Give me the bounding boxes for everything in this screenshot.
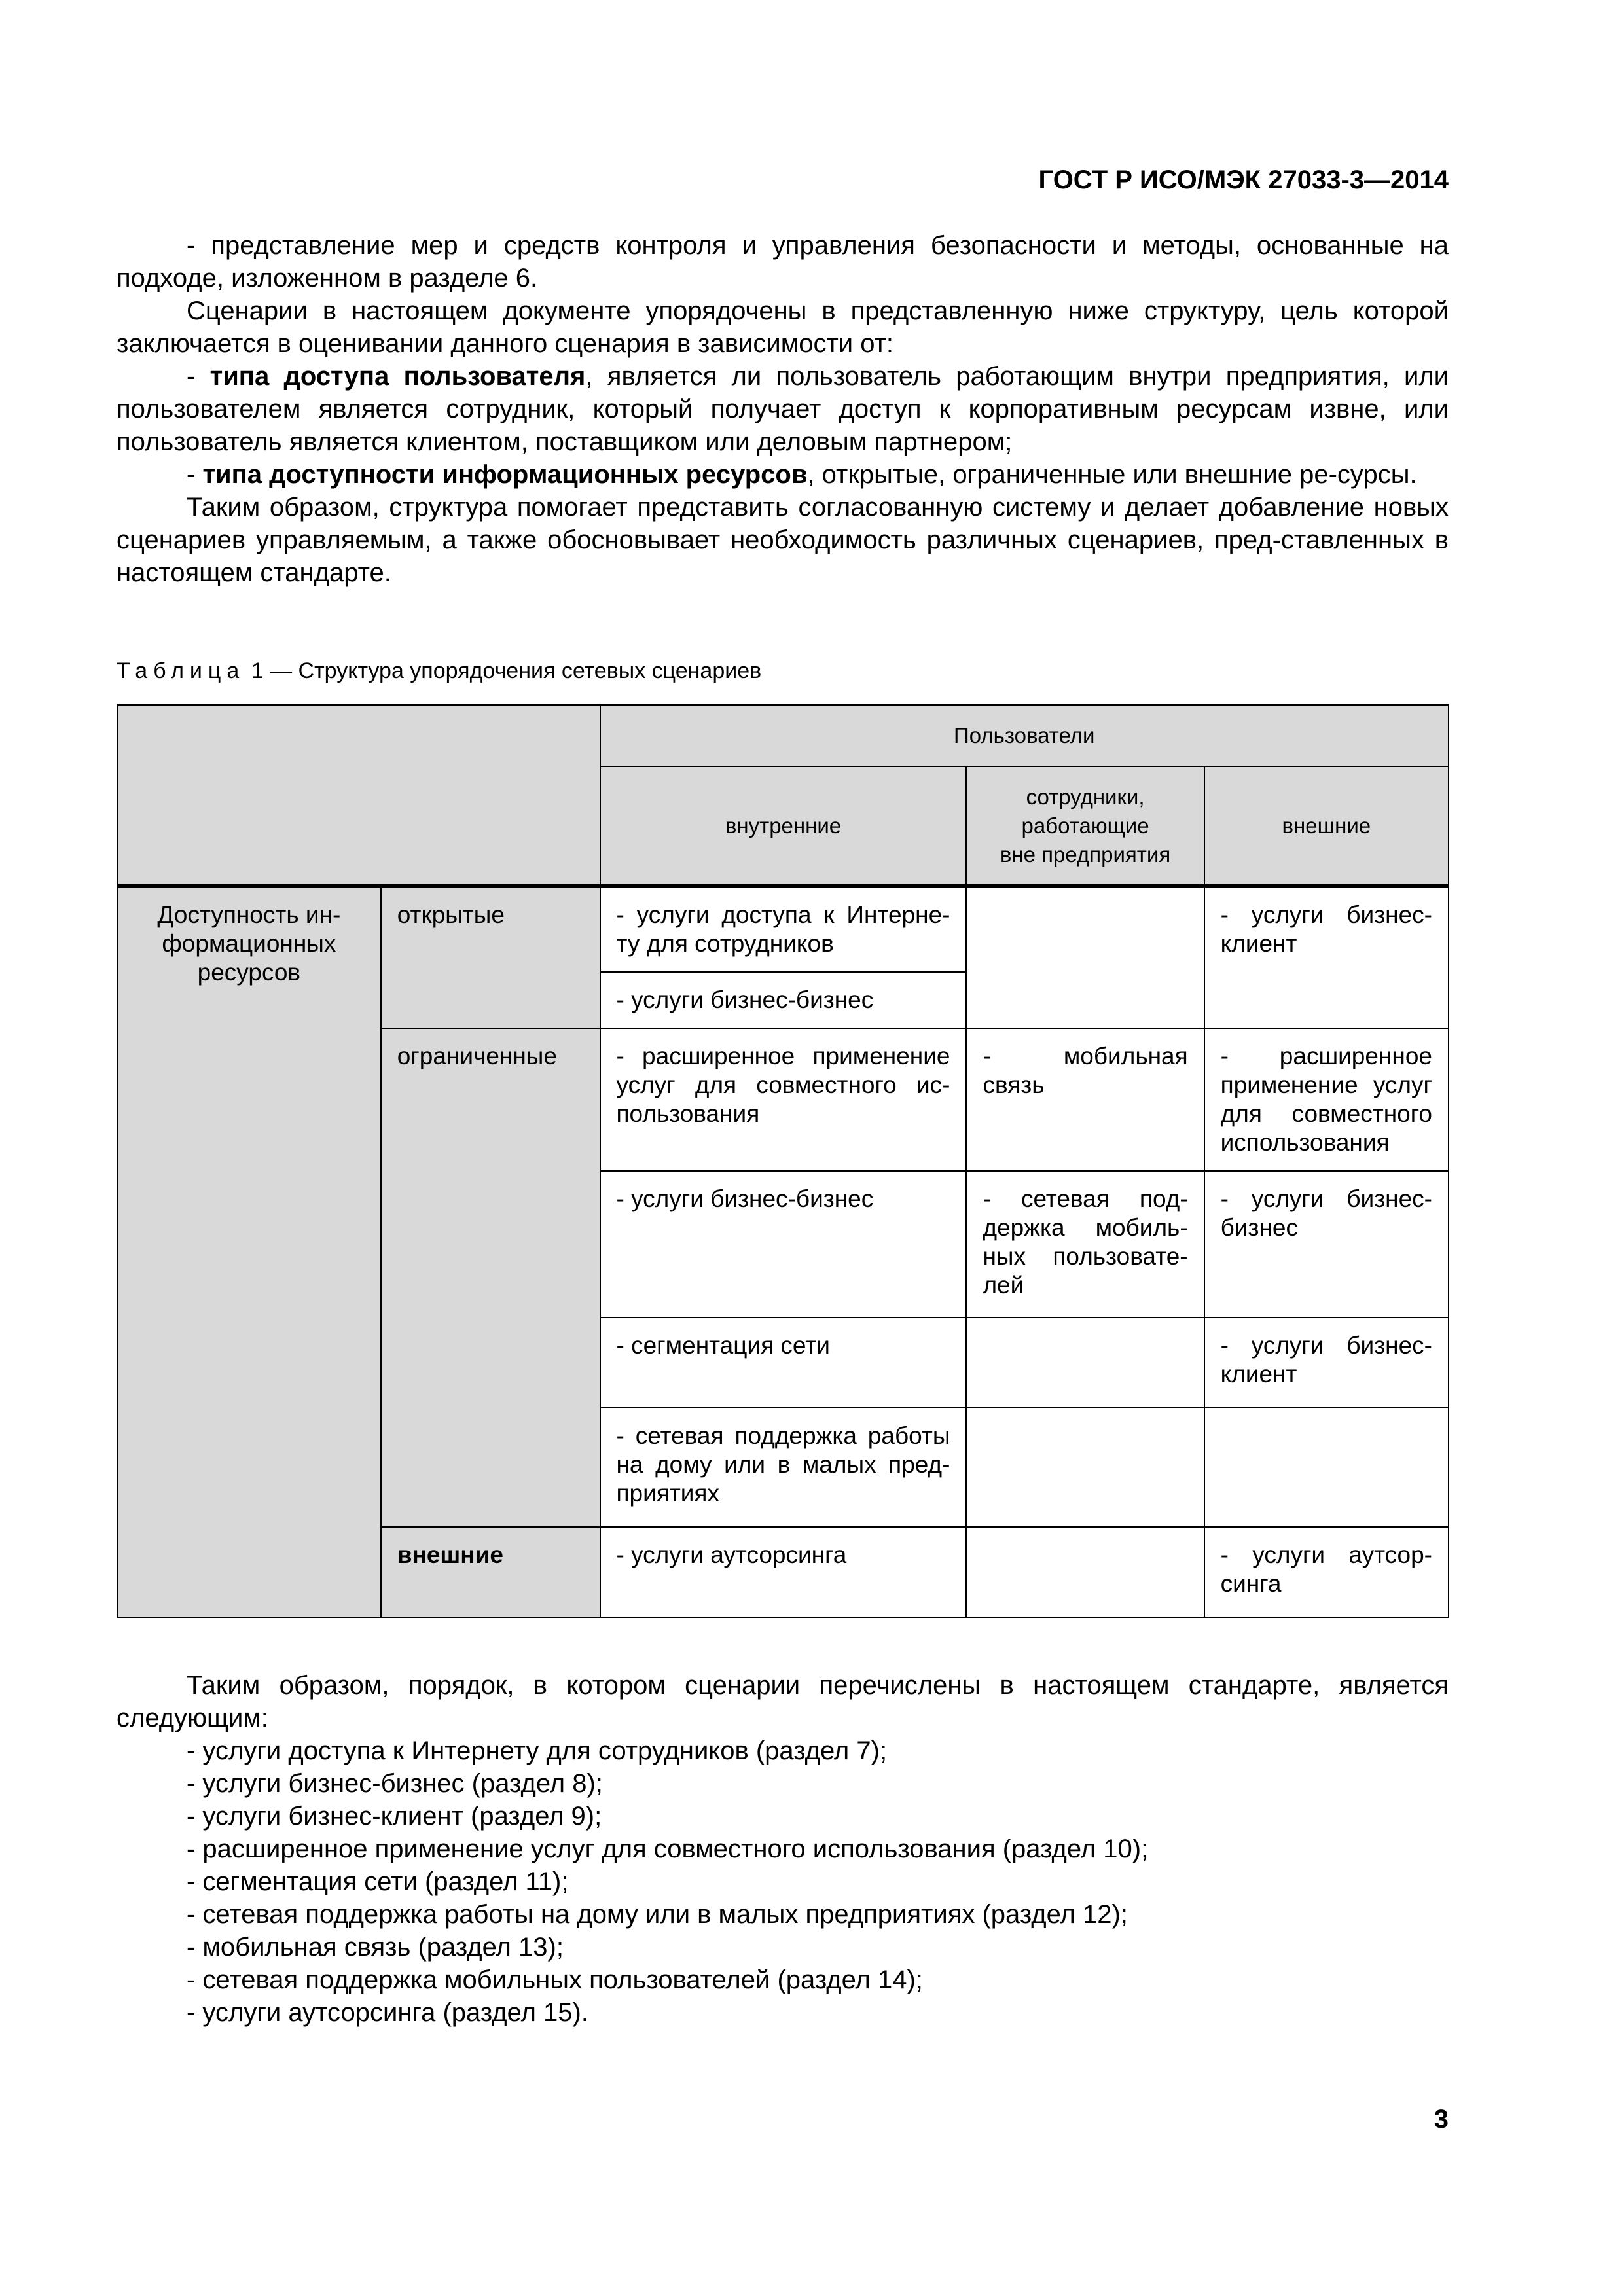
table-cell: - услуги доступа к Интерне-ту для сотрудников: [600, 886, 967, 973]
paragraph: Таким образом, порядок, в котором сценарии перечислены в настоящем стандарте, является следующим:: [117, 1671, 1449, 1732]
table-caption-label: Таблица: [117, 658, 245, 683]
table-cell: - сетевая под-держка мобиль-ных пользовате-лей: [966, 1171, 1204, 1318]
category-open: открытые: [381, 886, 600, 1029]
paragraph-rest: , является ли пользователь работающим внутри предприятия, или пользователем является сотрудник, который получает доступ к корпоративным ресурсам извне, или пользователь является клиентом, поставщиком или деловым партнером;: [117, 362, 1449, 456]
list-item: - услуги доступа к Интернету для сотрудников (раздел 7);: [187, 1736, 888, 1765]
col-remote-line: работающие: [1021, 813, 1149, 838]
paragraph: [117, 458, 1449, 491]
list-item: - мобильная связь (раздел 13);: [187, 1933, 564, 1962]
table-cell-empty: [966, 1318, 1204, 1408]
col-remote-line: сотрудники,: [1026, 784, 1145, 809]
paragraph-rest: , открытые, ограниченные или внешние ре-сурсы.: [807, 460, 1417, 489]
col-remote-employees: [966, 766, 1204, 886]
scenario-order-section: [117, 1669, 1449, 2029]
list-item: - сетевая поддержка работы на дому или в малых предприятиях (раздел 12);: [187, 1900, 1128, 1929]
page-number: 3: [1434, 2105, 1449, 2134]
col-remote-line: вне предприятия: [1000, 842, 1171, 867]
table-cell: - услуги бизнес-клиент: [1204, 1318, 1449, 1408]
list-item: - расширенное применение услуг для совместного использования (раздел 10);: [187, 1835, 1149, 1863]
list-item: - сегментация сети (раздел 11);: [187, 1867, 569, 1896]
users-header: Пользователи: [600, 705, 1449, 766]
paragraph: - представление мер и средств контроля и управления безопасности и методы, основанные на подходе, изложенном в разделе 6.: [117, 231, 1449, 293]
col-internal: внутренние: [600, 766, 967, 886]
bold-term: типа доступности информационных ресурсов: [202, 460, 808, 489]
table-cell-empty: [1204, 1408, 1449, 1527]
scenario-order-list: [117, 1734, 1449, 2029]
table-cell-empty: [966, 886, 1204, 1029]
table-caption-title: 1 — Структура упорядочения сетевых сценариев: [245, 658, 762, 683]
paragraph-prefix: -: [187, 362, 210, 391]
table-cell: - расширенное применение услуг для совместного ис-пользования: [600, 1028, 967, 1171]
category-external: внешние: [381, 1527, 600, 1617]
document-id-header: ГОСТ Р ИСО/МЭК 27033-3—2014: [1038, 166, 1449, 194]
table-cell: - мобильная связь: [966, 1028, 1204, 1171]
paragraph-prefix: -: [187, 460, 203, 489]
table-cell: - услуги бизнес-клиент: [1204, 886, 1449, 1029]
paragraph: Таким образом, структура помогает представить согласованную систему и делает добавление новых сценариев управляемым, а также обосновывает необходимость различных сценариев, пред-ставленных в настоящем стандарте.: [117, 493, 1449, 587]
list-item: - услуги аутсорсинга (раздел 15).: [187, 1998, 588, 2027]
table-cell: - сетевая поддержка работы на дому или в малых пред-приятиях: [600, 1408, 967, 1527]
table-cell: - расширенное применение услуг для совместного использования: [1204, 1028, 1449, 1171]
table-cell: - услуги аутсор-синга: [1204, 1527, 1449, 1617]
table-cell: - услуги бизнес-бизнес: [600, 972, 967, 1028]
category-limited: ограниченные: [381, 1028, 600, 1527]
scenario-structure-table: [117, 704, 1449, 1618]
list-item: - услуги бизнес-бизнес (раздел 8);: [187, 1769, 603, 1798]
table-cell-empty: [966, 1527, 1204, 1617]
table-caption: [117, 657, 761, 685]
intro-text: [117, 229, 1449, 589]
paragraph: [117, 360, 1449, 458]
table-cell-empty: [966, 1408, 1204, 1527]
bold-term: типа доступа пользователя: [209, 362, 586, 391]
table-cell: - услуги аутсорсинга: [600, 1527, 967, 1617]
table-cell: - услуги бизнес-бизнес: [600, 1171, 967, 1318]
paragraph: Сценарии в настоящем документе упорядочены в представленную ниже структуру, цель которой заключается в оценивании данного сценария в зависимости от:: [117, 296, 1449, 358]
table-cell: - услуги бизнес-бизнес: [1204, 1171, 1449, 1318]
list-item: - услуги бизнес-клиент (раздел 9);: [187, 1802, 602, 1831]
col-external: внешние: [1204, 766, 1449, 886]
row-group-label: Доступность ин-формационных ресурсов: [117, 886, 381, 1618]
list-item: - сетевая поддержка мобильных пользователей (раздел 14);: [187, 1965, 923, 1994]
table-cell: - сегментация сети: [600, 1318, 967, 1408]
table-corner-cell: [117, 705, 600, 886]
